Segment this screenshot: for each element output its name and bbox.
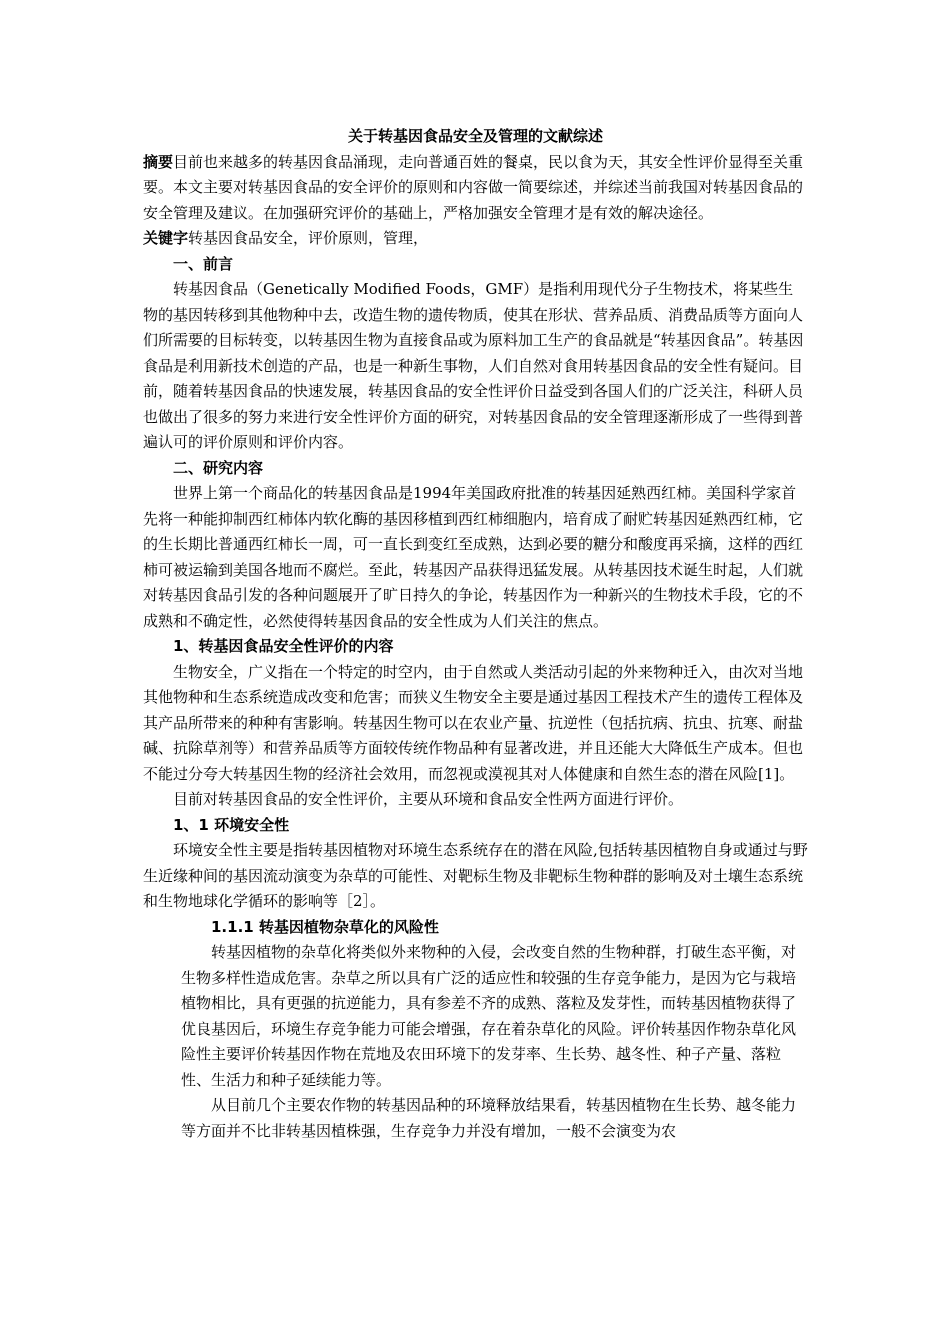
body-paragraph: 生物安全，广义指在一个特定的时空内，由于自然或人类活动引起的外来物种迁入，由次对当地其他物种和生态系统造成改变和危害；而狭义生物安全主要是通过基因工程技术产生的遗传工程体及其产品所带来的种种有害影响。转基因生物可以在农业产量、抗逆性（包括抗病、抗虫、抗寒、耐盐碱、抗除草剂等）和营养品质等方面较传统作物品种有显著改进，并且还能大大降低生产成本。但也不能过分夸大转基因生物的经济社会效用，而忽视或漠视其对人体健康和自然生态的潜在风险[1]。 xyxy=(143,662,804,783)
weed-risk-block xyxy=(143,940,808,1144)
keywords-paragraph xyxy=(143,226,808,252)
keywords-text: 转基因食品安全，评价原则，管理， xyxy=(188,229,429,247)
body-paragraph: 从目前几个主要农作物的转基因品种的环境释放结果看，转基因植物在生长势、越冬能力等方面并不比非转基因植株强，生存竞争力并没有增加，一般不会演变为农 xyxy=(181,1096,797,1140)
abstract-text: 目前也来越多的转基因食品涌现，走向普通百姓的餐桌，民以食为天，其安全性评价显得至关重要。本文主要对转基因食品的安全评价的原则和内容做一简要综述，并综述当前我国对转基因食品的安全管理及建议。在加强研究评价的基础上，严格加强安全管理才是有效的解决途径。 xyxy=(143,152,804,222)
body-paragraph: 转基因植物的杂草化将类似外来物种的入侵，会改变自然的生物种群，打破生态平衡，对生物多样性造成危害。杂草之所以具有广泛的适应性和较强的生存竞争能力，是因为它与栽培植物相比，具有更强的抗逆能力，具有参差不齐的成熟、落粒及发芽性，而转基因植物获得了优良基因后，环境生存竞争能力可能会增强，存在着杂草化的风险。评价转基因作物杂草化风险性主要评价转基因作物在荒地及农田环境下的发芽率、生长势、越冬性、种子产量、落粒性、生活力和种子延续能力等。 xyxy=(181,943,797,1089)
subsection-heading-safety-evaluation: 1、转基因食品安全性评价的内容 xyxy=(173,637,394,655)
body-paragraph: 世界上第一个商品化的转基因食品是1994年美国政府批准的转基因延熟西红柿。美国科学家首先将一种能抑制西红柿体内软化酶的基因移植到西红柿细胞内，培育成了耐贮转基因延熟西红柿，它的生长期比普通西红柿长一周，可一直长到变红至成熟，达到必要的糖分和酸度再采摘，这样的西红柿可被运输到美国各地而不腐烂。至此，转基因产品获得迅猛发展。从转基因技术诞生时起，人们就对转基因食品引发的各种问题展开了旷日持久的争论，转基因作为一种新兴的生物技术手段，它的不成熟和不确定性，必然使得转基因食品的安全性成为人们关注的焦点。 xyxy=(143,484,804,630)
body-paragraph: 转基因食品（Genetically Modified Foods，GMF）是指利用现代分子生物技术，将某些生物的基因转移到其他物种中去，改造生物的遗传物质，使其在形状、营养品质、消费品质等方面向人们所需要的目标转变，以转基因生物为直接食品或为原料加工生产的食品就是“转基因食品”。转基因食品是利用新技术创造的产品，也是一种新生事物，人们自然对食用转基因食品的安全性有疑问。目前，随着转基因食品的快速发展，转基因食品的安全性评价日益受到各国人们的广泛关注，科研人员也做出了很多的努力来进行安全性评价方面的研究，对转基因食品的安全管理逐渐形成了一些得到普遍认可的评价原则和评价内容。 xyxy=(143,280,804,451)
document-title: 关于转基因食品安全及管理的文献综述 xyxy=(347,127,603,145)
document-body xyxy=(143,124,808,1144)
subsubsection-heading-weed-risk: 1.1.1 转基因植物杂草化的风险性 xyxy=(211,917,439,936)
section-heading-research: 二、研究内容 xyxy=(173,458,264,477)
section-heading-intro: 一、前言 xyxy=(173,254,234,273)
keywords-label: 关键字 xyxy=(143,229,189,247)
body-paragraph: 环境安全性主要是指转基因植物对环境生态系统存在的潜在风险,包括转基因植物自身或通过与野生近缘种间的基因流动演变为杂草的可能性、对靶标生物及非靶标生物种群的影响及对土壤生态系统和生物地球化学循环的影响等［2］。 xyxy=(143,841,808,910)
abstract-paragraph xyxy=(143,150,808,227)
subsection-heading-environment: 1、1 环境安全性 xyxy=(173,815,290,834)
body-paragraph: 目前对转基因食品的安全性评价，主要从环境和食品安全性两方面进行评价。 xyxy=(173,790,684,808)
abstract-label: 摘要 xyxy=(143,152,174,171)
